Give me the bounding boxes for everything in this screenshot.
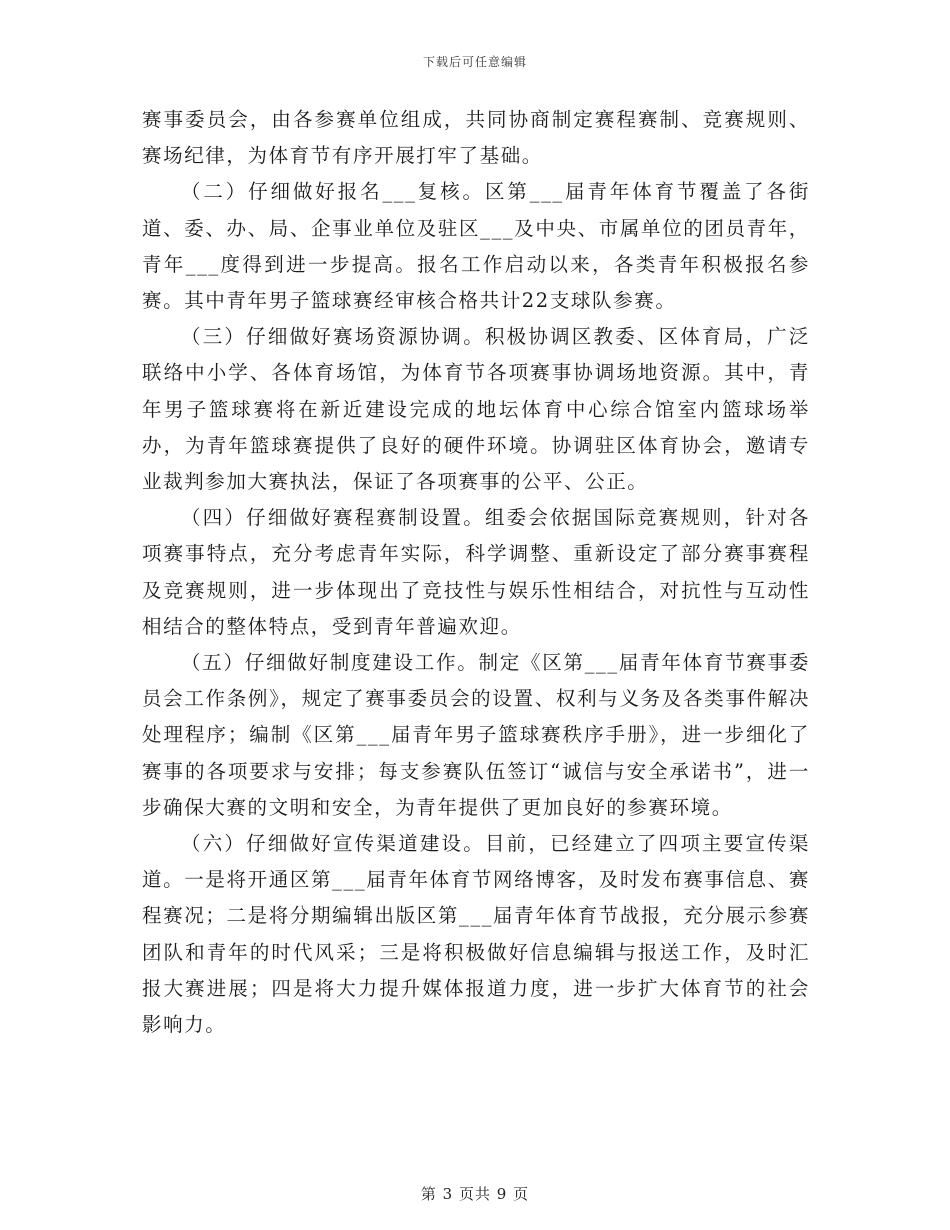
paragraph-5: （六）仔细做好宣传渠道建设。目前，已经建立了四项主要宣传渠道。一是将开通区第___届青年体育节网络博客，及时发布赛事信息、赛程赛况；二是将分期编辑出版区第___届青年体育节战报，充分展示参赛团队和青年的时代风采；三是将积极做好信息编辑与报送工作，及时汇报大赛进展；四是将大力提升媒体报道力度，进一步扩大体育节的社会影响力。 <box>142 832 810 1037</box>
paragraph-0: 赛事委员会，由各参赛单位组成，共同协商制定赛程赛制、竞赛规则、赛场纪律，为体育节有序开展打牢了基础。 <box>142 108 810 168</box>
paragraph-3: （四）仔细做好赛程赛制设置。组委会依据国际竞赛规则，针对各项赛事特点，充分考虑青年实际，科学调整、重新设定了部分赛事赛程及竞赛规则，进一步体现出了竞技性与娱乐性相结合，对抗性与互动性相结合的整体特点，受到青年普遍欢迎。 <box>142 506 810 638</box>
page-header: 下载后可任意编辑 <box>422 55 527 69</box>
paragraph-1: （二）仔细做好报名___复核。区第___届青年体育节覆盖了各街道、委、办、局、企事业单位及驻区___及中央、市属单位的团员青年，青年___度得到进一步提高。报名工作启动以来，各类青年积极报名参赛。其中青年男子篮球赛经审核合格共计22支球队参赛。 <box>142 180 810 313</box>
page-footer: 第 3 页共 9 页 <box>420 1185 530 1203</box>
document-body <box>142 102 810 1043</box>
paragraph-4: （五）仔细做好制度建设工作。制定《区第___届青年体育节赛事委员会工作条例》，规定了赛事委员会的设置、权利与义务及各类事件解决处理程序；编制《区第___届青年男子篮球赛秩序手册》，进一步细化了赛事的各项要求与安排；每支参赛队伍签订“诚信与安全承诺书”，进一步确保大赛的文明和安全，为青年提供了更加良好的参赛环境。 <box>142 651 810 819</box>
paragraph-2: （三）仔细做好赛场资源协调。积极协调区教委、区体育局，广泛联络中小学、各体育场馆，为体育节各项赛事协调场地资源。其中，青年男子篮球赛将在新近建设完成的地坛体育中心综合馆室内篮球场举办，为青年篮球赛提供了良好的硬件环境。协调驻区体育协会，邀请专业裁判参加大赛执法，保证了各项赛事的公平、公正。 <box>142 325 810 494</box>
